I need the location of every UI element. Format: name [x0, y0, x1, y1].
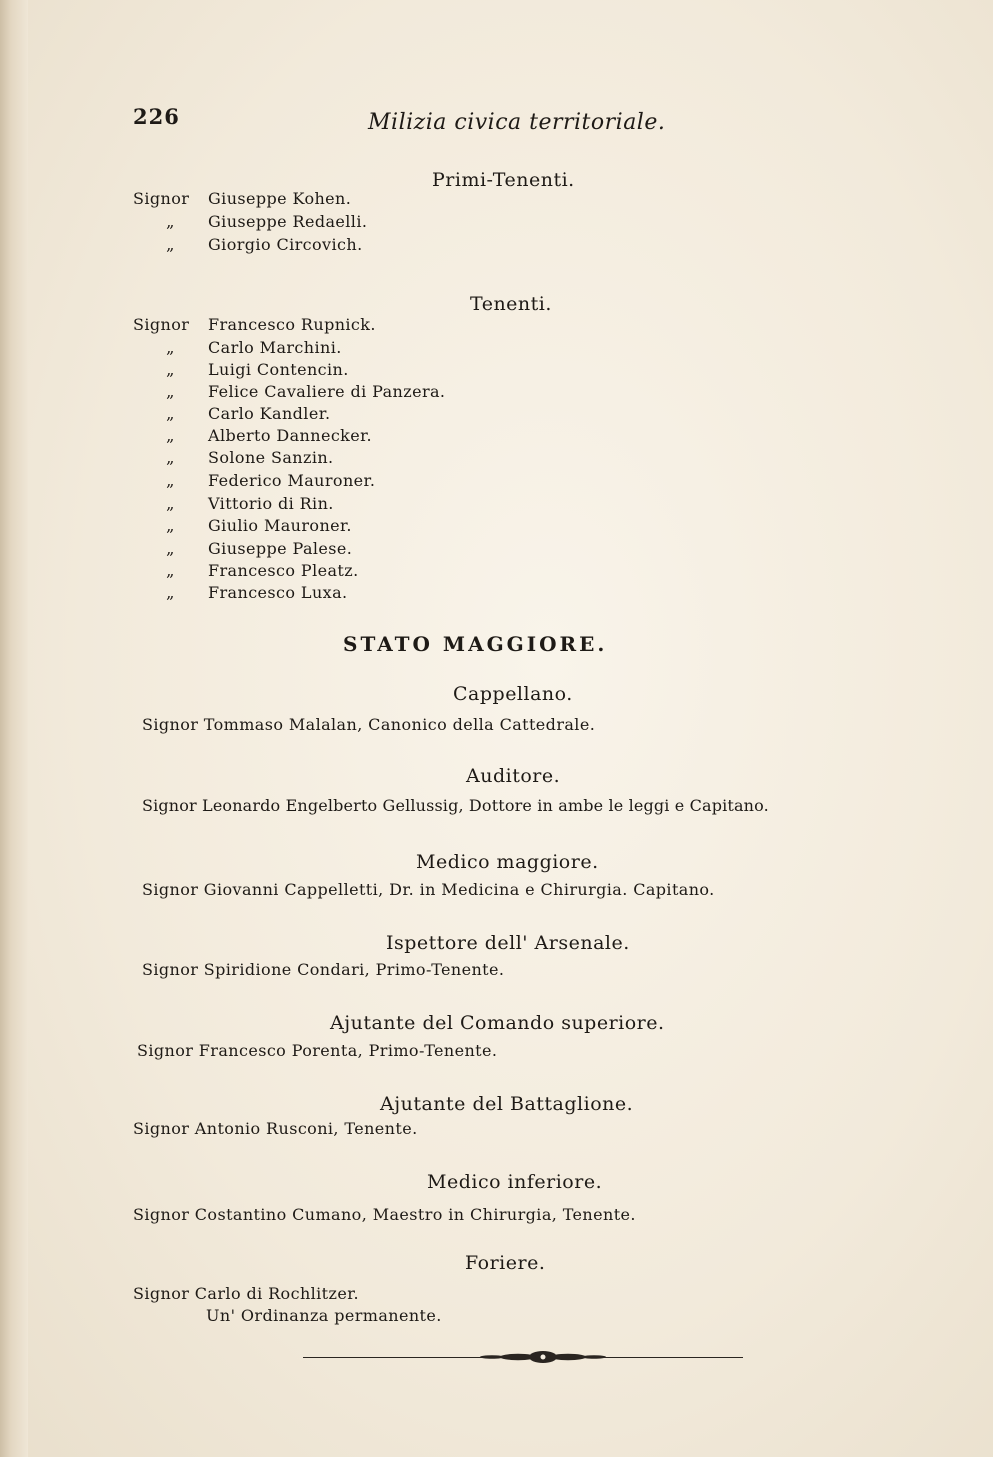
entry-name: Alberto Dannecker. [208, 426, 372, 445]
entry-prefix: „ [166, 360, 175, 379]
entry-prefix: „ [166, 516, 175, 535]
section-heading-ispettore: Ispettore dell' Arsenale. [386, 932, 630, 954]
entry-prefix: „ [166, 494, 175, 513]
section-line-ajutante-battaglione: Signor Antonio Rusconi, Tenente. [133, 1119, 418, 1138]
entry-name: Solone Sanzin. [208, 448, 334, 467]
page-number: 226 [133, 104, 180, 129]
closing-line: Un' Ordinanza permanente. [206, 1306, 442, 1325]
entry-prefix: „ [166, 539, 175, 558]
list-item [133, 315, 376, 334]
section-line-ajutante-comando: Signor Francesco Porenta, Primo-Tenente. [137, 1041, 498, 1060]
running-title: Milizia civica territoriale. [368, 110, 666, 135]
entry-name: Carlo Kandler. [208, 404, 331, 423]
entry-name: Giorgio Circovich. [208, 235, 363, 254]
section-line-auditore: Signor Leonardo Engelberto Gellussig, Dottore in ambe le leggi e Capitano. [142, 796, 769, 815]
entry-prefix: Signor [133, 189, 190, 208]
list-item [133, 448, 334, 467]
list-item [133, 360, 349, 379]
entry-prefix: „ [166, 426, 175, 445]
list-item [133, 471, 375, 490]
list-item [133, 426, 372, 445]
entry-name: Carlo Marchini. [208, 338, 342, 357]
entry-name: Giuseppe Redaelli. [208, 212, 368, 231]
entry-name: Federico Mauroner. [208, 471, 376, 490]
section-line-medico-inferiore: Signor Costantino Cumano, Maestro in Chirurgia, Tenente. [133, 1205, 636, 1224]
section-heading-ajutante-battaglione: Ajutante del Battaglione. [380, 1093, 634, 1115]
entry-prefix: „ [166, 561, 175, 580]
entry-name: Francesco Rupnick. [208, 315, 376, 334]
entry-name: Francesco Pleatz. [208, 561, 359, 580]
entry-name: Giuseppe Palese. [208, 539, 353, 558]
list-item [133, 338, 342, 357]
list-item [133, 235, 363, 254]
entry-prefix: „ [166, 212, 175, 231]
entry-prefix: „ [166, 448, 175, 467]
section-heading-tenenti: Tenenti. [470, 293, 552, 315]
list-item [133, 189, 351, 208]
entry-name: Giulio Mauroner. [208, 516, 352, 535]
section-heading-medico-inferiore: Medico inferiore. [427, 1171, 603, 1193]
list-item [133, 404, 330, 423]
entry-prefix: „ [166, 471, 175, 490]
section-line-ispettore: Signor Spiridione Condari, Primo-Tenente. [142, 960, 505, 979]
entry-prefix: „ [166, 583, 175, 602]
entry-name: Luigi Contencin. [208, 360, 349, 379]
entry-name: Vittorio di Rin. [208, 494, 334, 513]
section-line-medico-maggiore: Signor Giovanni Cappelletti, Dr. in Medicina e Chirurgia. Capitano. [142, 880, 715, 899]
section-heading-primi-tenenti: Primi-Tenenti. [432, 169, 575, 191]
entry-prefix: „ [166, 404, 175, 423]
stato-maggiore-title: STATO MAGGIORE. [343, 632, 608, 656]
entry-prefix: „ [166, 235, 175, 254]
entry-name: Giuseppe Kohen. [208, 189, 352, 208]
entry-name: Francesco Luxa. [208, 583, 348, 602]
list-item [133, 494, 334, 513]
list-item [133, 539, 352, 558]
entry-prefix: „ [166, 382, 175, 401]
section-line-cappellano: Signor Tommaso Malalan, Canonico della Cattedrale. [142, 715, 596, 734]
section-heading-medico-maggiore: Medico maggiore. [416, 851, 599, 873]
ornament-icon [478, 1348, 608, 1366]
entry-prefix: „ [166, 338, 175, 357]
list-item [133, 382, 445, 401]
section-heading-cappellano: Cappellano. [453, 683, 573, 705]
list-item [133, 516, 352, 535]
section-heading-ajutante-comando: Ajutante del Comando superiore. [330, 1012, 665, 1034]
entry-name: Felice Cavaliere di Panzera. [208, 382, 446, 401]
section-heading-auditore: Auditore. [466, 765, 561, 787]
entry-prefix: Signor [133, 315, 190, 334]
section-line-foriere: Signor Carlo di Rochlitzer. [133, 1284, 359, 1303]
page-spine-shadow [0, 0, 28, 1457]
section-heading-foriere: Foriere. [465, 1252, 546, 1274]
list-item [133, 561, 359, 580]
list-item [133, 583, 348, 602]
list-item [133, 212, 367, 231]
